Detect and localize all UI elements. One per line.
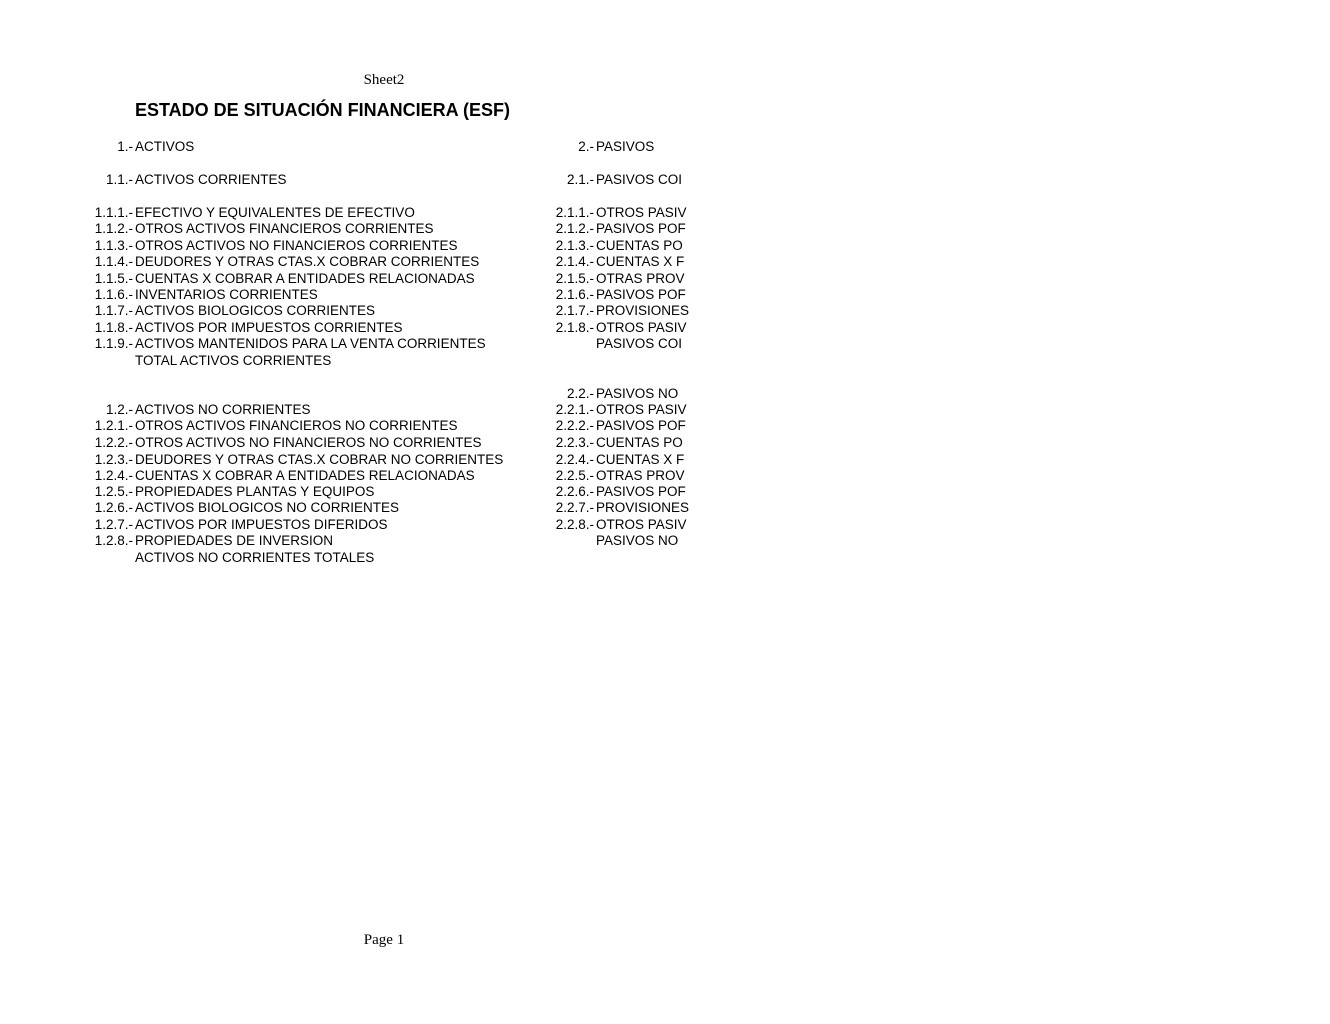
asset-code: 1.2.- [105, 402, 133, 417]
asset-label: ACTIVOS NO CORRIENTES TOTALES [135, 550, 375, 565]
asset-label: DEUDORES Y OTRAS CTAS.X COBRAR NO CORRIENTES [135, 452, 504, 467]
liability-code: 2.1.3.- [555, 238, 594, 253]
asset-code: 1.2.8.- [94, 533, 133, 548]
asset-code: 1.1.2.- [94, 221, 133, 236]
asset-label: DEUDORES Y OTRAS CTAS.X COBRAR CORRIENTES [135, 254, 480, 269]
liability-row [530, 434, 1330, 451]
liability-label: PASIVOS POF [596, 287, 686, 302]
liability-code: 2.1.6.- [555, 287, 594, 302]
liability-label: PASIVOS NO [596, 533, 679, 548]
asset-code: 1.1.9.- [94, 336, 133, 351]
liability-label: PASIVOS POF [596, 484, 686, 499]
liability-code: 2.2.5.- [555, 468, 594, 483]
liability-code: 2.1.4.- [555, 254, 594, 269]
liability-row [530, 532, 1330, 549]
asset-label: OTROS ACTIVOS FINANCIEROS CORRIENTES [135, 221, 434, 236]
liability-code: 2.2.8.- [555, 517, 594, 532]
liability-label: PASIVOS COI [596, 172, 683, 187]
liability-row [530, 302, 1330, 319]
liability-row [530, 237, 1330, 254]
asset-label: ACTIVOS NO CORRIENTES [135, 402, 311, 417]
liability-row [530, 286, 1330, 303]
asset-label: ACTIVOS BIOLOGICOS CORRIENTES [135, 303, 376, 318]
asset-code: 1.1.5.- [94, 271, 133, 286]
liability-row [530, 385, 1330, 402]
asset-label: ACTIVOS BIOLOGICOS NO CORRIENTES [135, 500, 400, 515]
liability-code: 2.2.3.- [555, 435, 594, 450]
asset-code: 1.1.- [105, 172, 133, 187]
page-title: ESTADO DE SITUACIÓN FINANCIERA (ESF) [135, 100, 511, 120]
liability-label: PASIVOS POF [596, 418, 686, 433]
asset-label: INVENTARIOS CORRIENTES [135, 287, 318, 302]
asset-code: 1.1.8.- [94, 320, 133, 335]
liability-label: OTROS PASIV [596, 517, 687, 532]
liability-code: 2.2.- [566, 386, 594, 401]
asset-label: OTROS ACTIVOS FINANCIEROS NO CORRIENTES [135, 418, 458, 433]
liability-row [530, 204, 1330, 221]
liability-row [530, 499, 1330, 516]
liability-label: CUENTAS X F [596, 254, 685, 269]
assets-column [0, 0, 560, 1024]
liability-row [530, 270, 1330, 287]
asset-label: PROPIEDADES PLANTAS Y EQUIPOS [135, 484, 375, 499]
liability-code: 2.1.7.- [555, 303, 594, 318]
asset-code: 1.2.1.- [94, 418, 133, 433]
liability-label: PASIVOS COI [596, 336, 683, 351]
liability-row [530, 401, 1330, 418]
asset-label: CUENTAS X COBRAR A ENTIDADES RELACIONADAS [135, 468, 475, 483]
asset-label: ACTIVOS POR IMPUESTOS CORRIENTES [135, 320, 403, 335]
liability-code: 2.2.2.- [555, 418, 594, 433]
asset-code: 1.1.3.- [94, 238, 133, 253]
liability-row [530, 483, 1330, 500]
asset-label: EFECTIVO Y EQUIVALENTES DE EFECTIVO [135, 205, 415, 220]
asset-code: 1.1.7.- [94, 303, 133, 318]
liability-label: PASIVOS NO [596, 386, 679, 401]
asset-code: 1.2.4.- [94, 468, 133, 483]
liability-label: OTROS PASIV [596, 320, 687, 335]
liability-row [530, 319, 1330, 336]
liability-label: PROVISIONES [596, 500, 690, 515]
asset-label: OTROS ACTIVOS NO FINANCIEROS CORRIENTES [135, 238, 458, 253]
liability-code: 2.1.8.- [555, 320, 594, 335]
liability-label: CUENTAS PO [596, 435, 683, 450]
liability-label: OTROS PASIV [596, 205, 687, 220]
asset-code: 1.1.6.- [94, 287, 133, 302]
asset-label: OTROS ACTIVOS NO FINANCIEROS NO CORRIENTES [135, 435, 482, 450]
liability-row [530, 253, 1330, 270]
asset-code: 1.1.1.- [94, 205, 133, 220]
liability-code: 2.2.6.- [555, 484, 594, 499]
liability-code: 2.2.4.- [555, 452, 594, 467]
asset-label: ACTIVOS POR IMPUESTOS DIFERIDOS [135, 517, 388, 532]
liability-label: OTROS PASIV [596, 402, 687, 417]
asset-label: ACTIVOS CORRIENTES [135, 172, 287, 187]
liability-label: PASIVOS POF [596, 221, 686, 236]
liability-label: CUENTAS PO [596, 238, 683, 253]
asset-label: PROPIEDADES DE INVERSION [135, 533, 334, 548]
asset-code: 1.2.6.- [94, 500, 133, 515]
sheet-header: Sheet2 [363, 72, 405, 88]
liability-row [530, 138, 1330, 155]
liability-code: 2.1.5.- [555, 271, 594, 286]
liability-row [530, 335, 1330, 352]
liability-row [530, 451, 1330, 468]
liability-code: 2.2.1.- [555, 402, 594, 417]
liability-label: CUENTAS X F [596, 452, 685, 467]
asset-label: ACTIVOS [135, 139, 195, 154]
asset-code: 1.2.5.- [94, 484, 133, 499]
asset-code: 1.- [117, 139, 133, 154]
asset-code: 1.2.3.- [94, 452, 133, 467]
liabilities-column [530, 0, 690, 1024]
asset-label: ACTIVOS MANTENIDOS PARA LA VENTA CORRIENTES [135, 336, 486, 351]
asset-row [0, 549, 800, 566]
liability-row [530, 417, 1330, 434]
liability-label: OTRAS PROV [596, 271, 685, 286]
asset-code: 1.2.2.- [94, 435, 133, 450]
asset-label: TOTAL ACTIVOS CORRIENTES [135, 353, 332, 368]
asset-code: 1.2.7.- [94, 517, 133, 532]
liability-row [530, 516, 1330, 533]
liability-code: 2.1.- [566, 172, 594, 187]
liability-code: 2.1.1.- [555, 205, 594, 220]
liability-row [530, 171, 1330, 188]
liability-label: PROVISIONES [596, 303, 690, 318]
liability-code: 2.2.7.- [555, 500, 594, 515]
liability-row [530, 467, 1330, 484]
page-footer: Page 1 [363, 932, 405, 948]
liability-code: 2.- [578, 139, 594, 154]
liability-label: PASIVOS [596, 139, 655, 154]
liability-code: 2.1.2.- [555, 221, 594, 236]
liability-row [530, 220, 1330, 237]
asset-code: 1.1.4.- [94, 254, 133, 269]
liability-label: OTRAS PROV [596, 468, 685, 483]
asset-row [0, 352, 800, 369]
asset-label: CUENTAS X COBRAR A ENTIDADES RELACIONADAS [135, 271, 475, 286]
